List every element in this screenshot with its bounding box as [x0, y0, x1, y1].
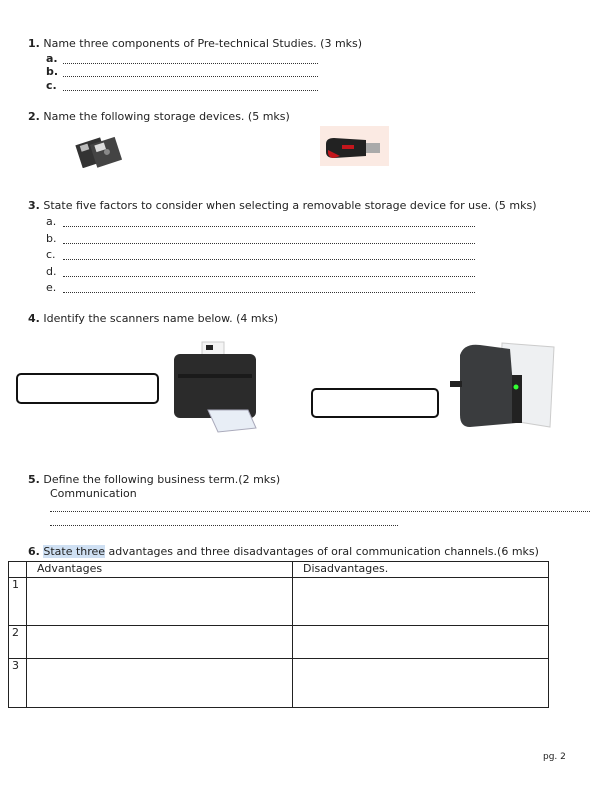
disadvantage-cell[interactable] [293, 659, 549, 708]
q3-answer-line-b[interactable] [63, 243, 475, 244]
magnetic-card-reader-image [450, 335, 556, 431]
question-4-text: Identify the scanners name below. (4 mks) [43, 312, 278, 325]
question-4: 4. Identify the scanners name below. (4 mks) [28, 312, 278, 325]
header-advantages: Advantages [27, 562, 293, 578]
q5-answer-line-1[interactable] [50, 511, 590, 512]
table-row: 3 [9, 659, 549, 708]
usb-flash-drive-image [320, 126, 389, 166]
scanner-2-answer-box[interactable] [311, 388, 439, 418]
question-5-text: Define the following business term.(2 mks) [43, 473, 281, 486]
q3-item-e-label: e. [46, 281, 57, 294]
q1-item-c-label: c. [46, 79, 57, 92]
q3-answer-line-c[interactable] [63, 259, 475, 260]
advantage-cell[interactable] [27, 578, 293, 626]
question-3: 3. State five factors to consider when selecting a removable storage device for use. (5 mks) [28, 199, 537, 212]
question-6: 6. State three advantages and three disadvantages of oral communication channels.(6 mks) [28, 545, 539, 558]
q3-answer-line-a[interactable] [63, 226, 475, 227]
q3-answer-line-d[interactable] [63, 276, 475, 277]
q1-item-a-label: a. [46, 52, 58, 65]
q3-item-a-label: a. [46, 215, 57, 228]
table-header-row [9, 562, 549, 578]
q3-item-c-label: c. [46, 248, 56, 261]
question-2-text: Name the following storage devices. (5 mks) [43, 110, 290, 123]
q1-answer-line-b[interactable] [63, 76, 318, 77]
table-row: 2 [9, 626, 549, 659]
receipt-printer-scanner-image [168, 340, 262, 435]
question-1: 1. Name three components of Pre-technical Studies. (3 mks) [28, 37, 363, 50]
q3-item-b-label: b. [46, 232, 57, 245]
header-disadvantages: Disadvantages. [293, 562, 549, 578]
q5-term: Communication [50, 487, 137, 500]
q1-answer-line-c[interactable] [63, 90, 318, 91]
floppy-disk-image [70, 132, 132, 168]
question-3-text: State five factors to consider when selecting a removable storage device for use. (5 mks) [43, 199, 537, 212]
question-2: 2. Name the following storage devices. (5 mks) [28, 110, 290, 123]
highlighted-text: State three [43, 545, 106, 558]
question-6-text: advantages and three disadvantages of oral communication channels.(6 mks) [105, 545, 539, 558]
scanner-1-answer-box[interactable] [16, 373, 159, 404]
q3-item-d-label: d. [46, 265, 57, 278]
q3-answer-line-e[interactable] [63, 292, 475, 293]
q1-item-b-label: b. [46, 65, 59, 78]
disadvantage-cell[interactable] [293, 626, 549, 659]
q1-answer-line-a[interactable] [63, 63, 318, 64]
page-number: pg. 2 [543, 752, 566, 762]
question-5: 5. Define the following business term.(2 mks) [28, 473, 281, 486]
table-row: 1 [9, 578, 549, 626]
question-1-text: Name three components of Pre-technical Studies. (3 mks) [43, 37, 363, 50]
advantage-cell[interactable] [27, 626, 293, 659]
disadvantage-cell[interactable] [293, 578, 549, 626]
advantage-cell[interactable] [27, 659, 293, 708]
q5-answer-line-2[interactable] [50, 525, 398, 526]
advantages-table [8, 561, 549, 708]
